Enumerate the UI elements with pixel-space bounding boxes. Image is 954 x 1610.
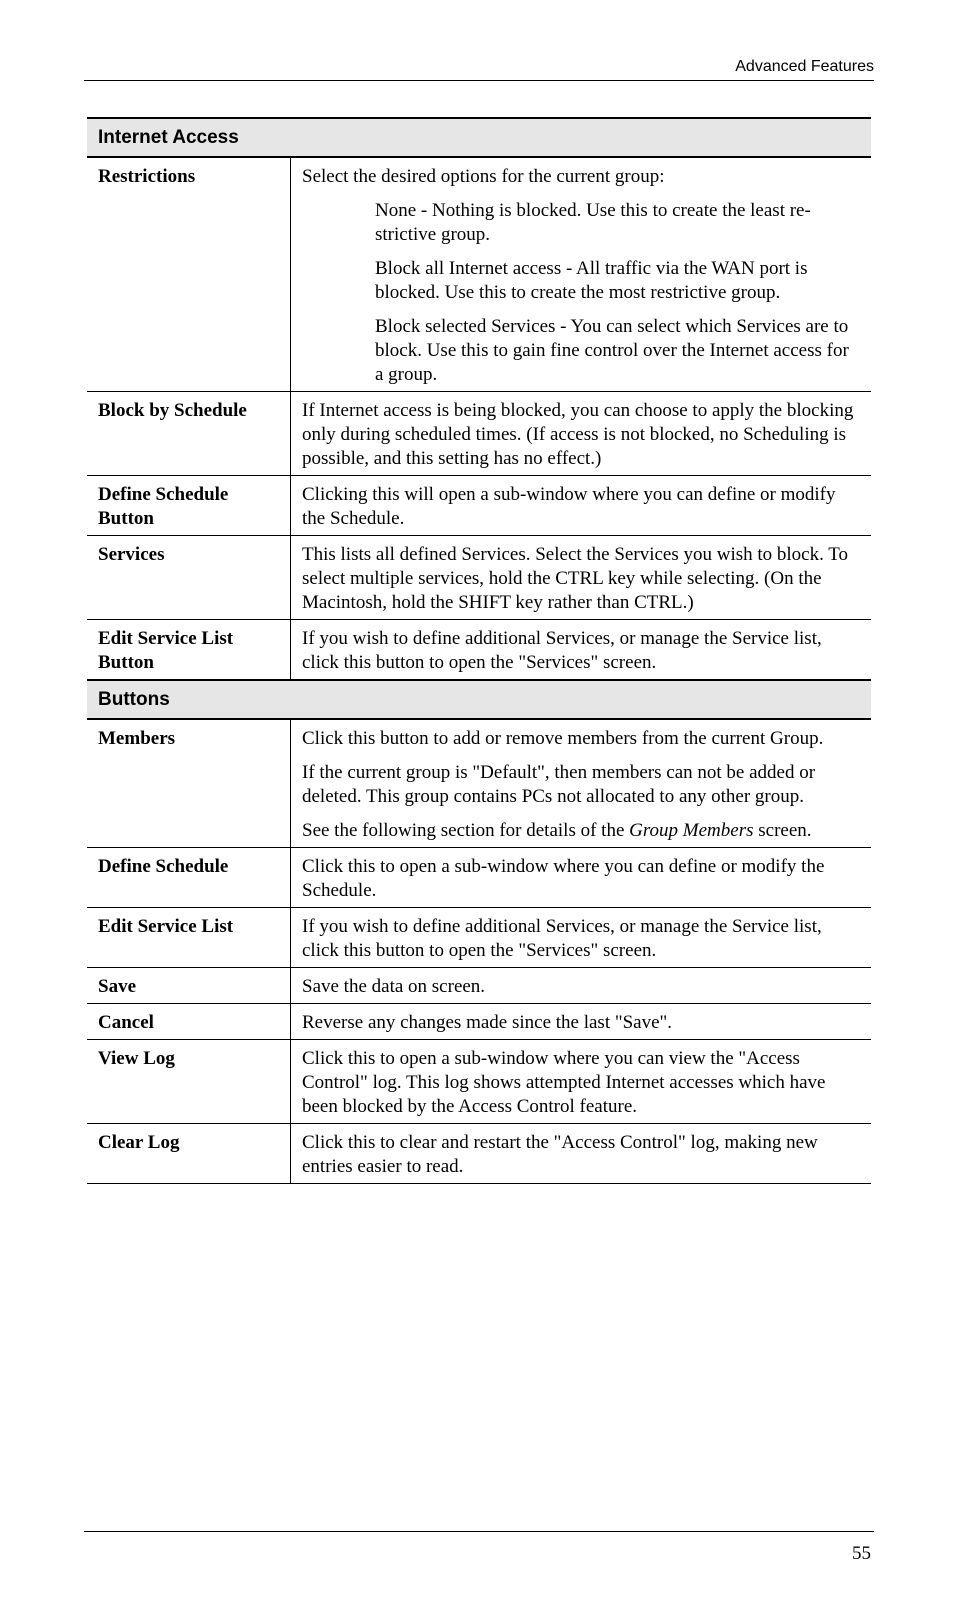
row-term: Cancel [87,1004,291,1040]
section-title: Internet Access [87,118,871,157]
table-row [87,536,871,620]
row-description: Clicking this will open a sub-window where you can define or modify the Schedule. [302,484,836,529]
row-term-line: Button [98,652,154,673]
row-term: Clear Log [87,1124,291,1184]
row-term: Edit Service List [87,908,291,968]
row-paragraph: If the current group is "Default", then members can not be added or deleted. This group contains PCs not allocated to any other group. [302,762,816,807]
section-header-buttons [87,680,871,719]
table-row [87,157,871,392]
table-row [87,968,871,1004]
row-term: Block by Schedule [87,392,291,476]
feature-table [87,117,871,1184]
row-term-line: Define Schedule [98,484,229,505]
running-header: Advanced Features [735,58,874,75]
row-term-line: Edit Service List [98,628,234,649]
table-row [87,848,871,908]
option-none: None - Nothing is blocked. Use this to create the least re-strictive group. [375,200,811,245]
italic-reference: Group Members [629,820,754,841]
footer-rule [84,1531,874,1532]
row-term-line: Button [98,508,154,529]
row-description: Click this to open a sub-window where you can define or modify the Schedule. [302,856,825,901]
text-span: screen. [753,820,812,841]
table-row [87,719,871,848]
table-row [87,1004,871,1040]
row-term: Save [87,968,291,1004]
row-description: If you wish to define additional Services, or manage the Service list, click this button to open the "Services" screen. [302,628,822,673]
row-description: If Internet access is being blocked, you can choose to apply the blocking only during scheduled times. (If access is not blocked, no Scheduling is possible, and this setting has no effect.) [302,400,854,469]
table-row [87,620,871,681]
row-description: Click this to open a sub-window where you can view the "Access Control" log. This log shows attempted Internet accesses which have been blocked by the Access Control feature. [302,1048,826,1117]
table-row [87,476,871,536]
row-description [291,157,872,392]
row-description: Reverse any changes made since the last "Save". [302,1012,673,1033]
row-term [87,476,291,536]
row-term: Define Schedule [87,848,291,908]
header-rule [84,80,874,81]
table-row [87,392,871,476]
row-term [87,620,291,681]
row-paragraph [302,819,860,843]
row-description [291,719,872,848]
row-term: Members [87,719,291,848]
text-span: See the following section for details of the [302,820,630,841]
row-description: If you wish to define additional Services, or manage the Service list, click this button to open the "Services" screen. [302,916,822,961]
option-block-selected: Block selected Services - You can select which Services are to block. Use this to gain fine control over the Internet access for a group. [375,316,849,385]
row-intro: Select the desired options for the current group: [302,166,665,187]
row-paragraph: Click this button to add or remove members from the current Group. [302,728,824,749]
option-block-all: Block all Internet access - All traffic via the WAN port is blocked. Use this to create the most restrictive group. [375,258,808,303]
section-title: Buttons [87,680,871,719]
row-term: Services [87,536,291,620]
row-description: Save the data on screen. [302,976,486,997]
row-description: Click this to clear and restart the "Access Control" log, making new entries easier to read. [302,1132,818,1177]
row-term: Restrictions [87,157,291,392]
row-description: This lists all defined Services. Select the Services you wish to block. To select multiple services, hold the CTRL key while selecting. (On the Macintosh, hold the SHIFT key rather than CTRL.) [302,544,849,613]
section-header-internet-access [87,118,871,157]
row-term: View Log [87,1040,291,1124]
page-number: 55 [852,1543,871,1564]
table-row [87,1124,871,1184]
table-row [87,908,871,968]
table-row [87,1040,871,1124]
